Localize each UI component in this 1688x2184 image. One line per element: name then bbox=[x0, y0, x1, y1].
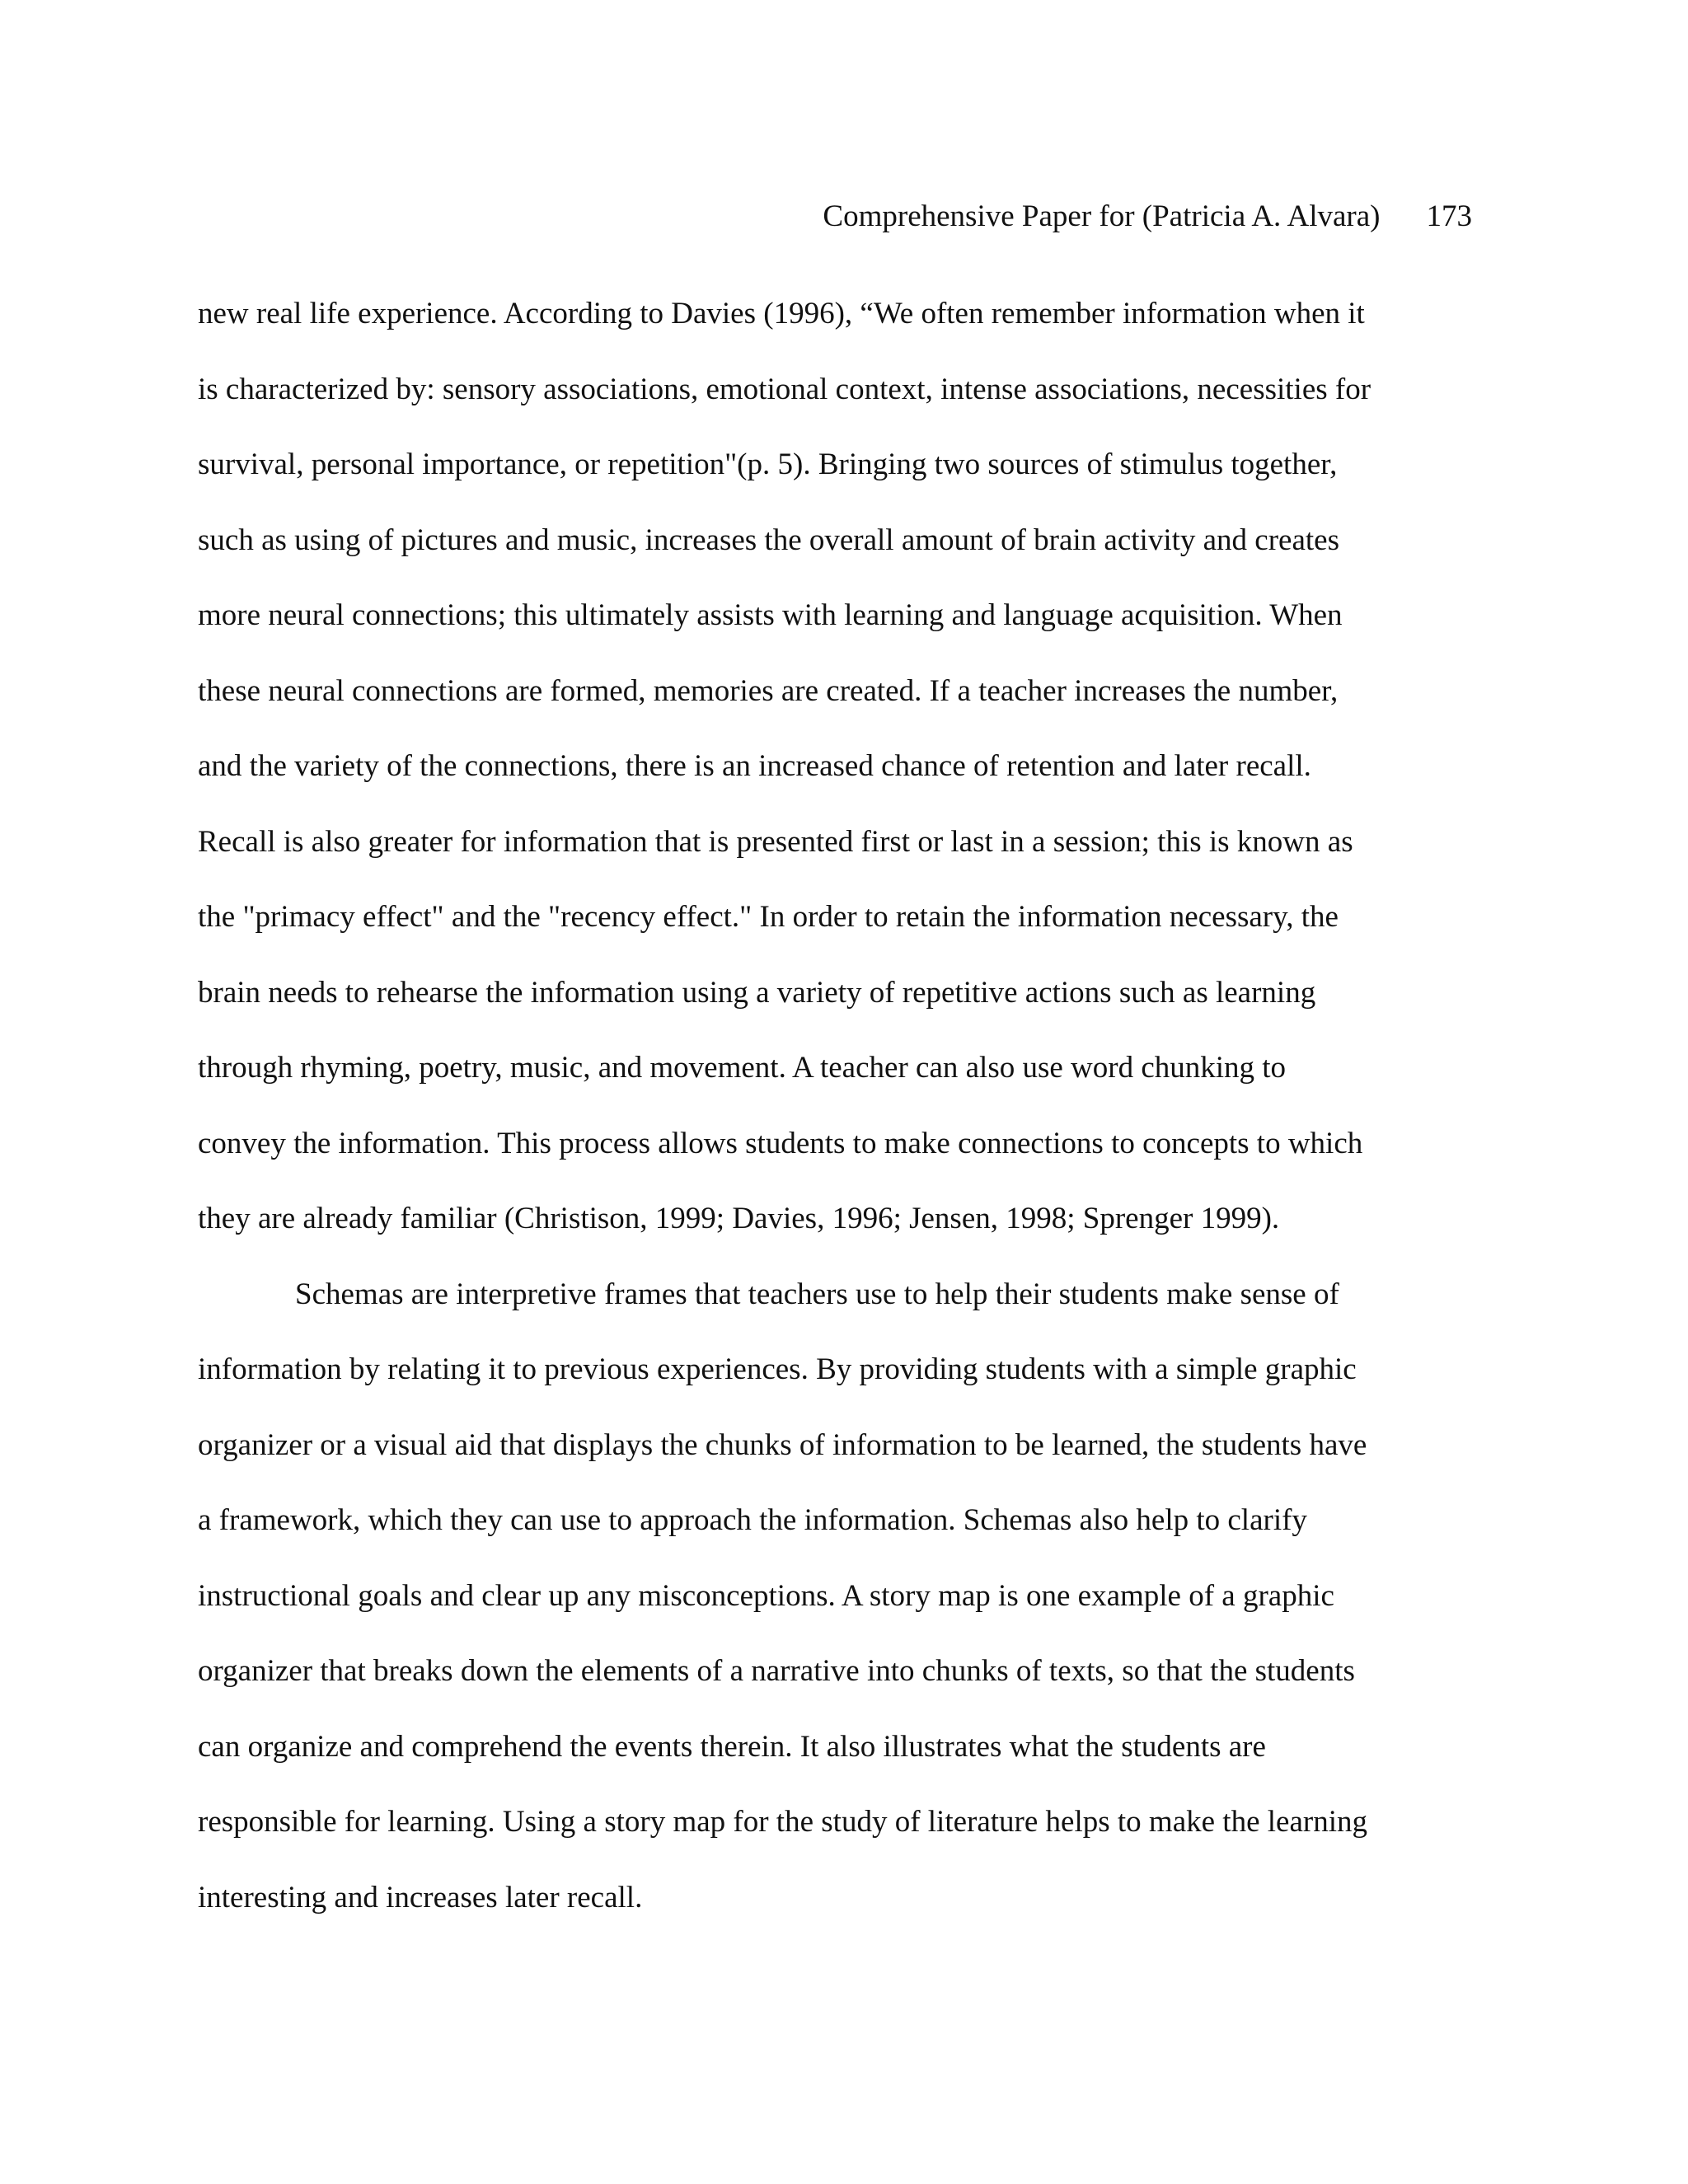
text-line: new real life experience. According to Davies (1996), “We often remember information when it bbox=[198, 297, 1365, 330]
text-line: and the variety of the connections, there is an increased chance of retention and later recall. bbox=[198, 749, 1311, 783]
text-line: they are already familiar (Christison, 1999; Davies, 1996; Jensen, 1998; Sprenger 1999). bbox=[198, 1202, 1280, 1235]
text-line: information by relating it to previous experiences. By providing students with a simple graphic bbox=[198, 1352, 1357, 1386]
text-line: is characterized by: sensory associations, emotional context, intense associations, necessities for bbox=[198, 372, 1372, 406]
running-head-title: Comprehensive Paper for (Patricia A. Alvara) bbox=[823, 199, 1381, 233]
running-head bbox=[823, 198, 1472, 236]
text-line: brain needs to rehearse the information using a variety of repetitive actions such as learning bbox=[198, 975, 1316, 1010]
text-line: survival, personal importance, or repetition"(p. 5). Bringing two sources of stimulus together, bbox=[198, 448, 1338, 481]
text-line: through rhyming, poetry, music, and movement. A teacher can also use word chunking to bbox=[198, 1051, 1287, 1085]
paragraph-first-line: Schemas are interpretive frames that teachers use to help their students make sense of bbox=[295, 1277, 1339, 1311]
text-line: responsible for learning. Using a story map for the study of literature helps to make the learning bbox=[198, 1805, 1367, 1839]
text-line: interesting and increases later recall. bbox=[198, 1880, 643, 1915]
text-line: organizer or a visual aid that displays the chunks of information to be learned, the students have bbox=[198, 1427, 1367, 1462]
text-line: such as using of pictures and music, increases the overall amount of brain activity and creates bbox=[198, 523, 1339, 557]
text-line: instructional goals and clear up any misconceptions. A story map is one example of a graphic bbox=[198, 1578, 1334, 1613]
body-text bbox=[198, 292, 1500, 1951]
text-line: organizer that breaks down the elements of a narrative into chunks of texts, so that the students bbox=[198, 1654, 1355, 1688]
text-line: convey the information. This process allows students to make connections to concepts to which bbox=[198, 1126, 1363, 1160]
text-line: these neural connections are formed, memories are created. If a teacher increases the number, bbox=[198, 673, 1339, 708]
page-number: 173 bbox=[1426, 199, 1472, 233]
text-line: more neural connections; this ultimately assists with learning and language acquisition. When bbox=[198, 598, 1343, 632]
text-line: can organize and comprehend the events therein. It also illustrates what the students are bbox=[198, 1729, 1266, 1764]
text-line: a framework, which they can use to approach the information. Schemas also help to clarify bbox=[198, 1503, 1307, 1537]
text-line: the "primacy effect" and the "recency effect." In order to retain the information necessary, the bbox=[198, 900, 1339, 934]
text-line: Recall is also greater for information that is presented first or last in a session; this is known as bbox=[198, 824, 1353, 859]
